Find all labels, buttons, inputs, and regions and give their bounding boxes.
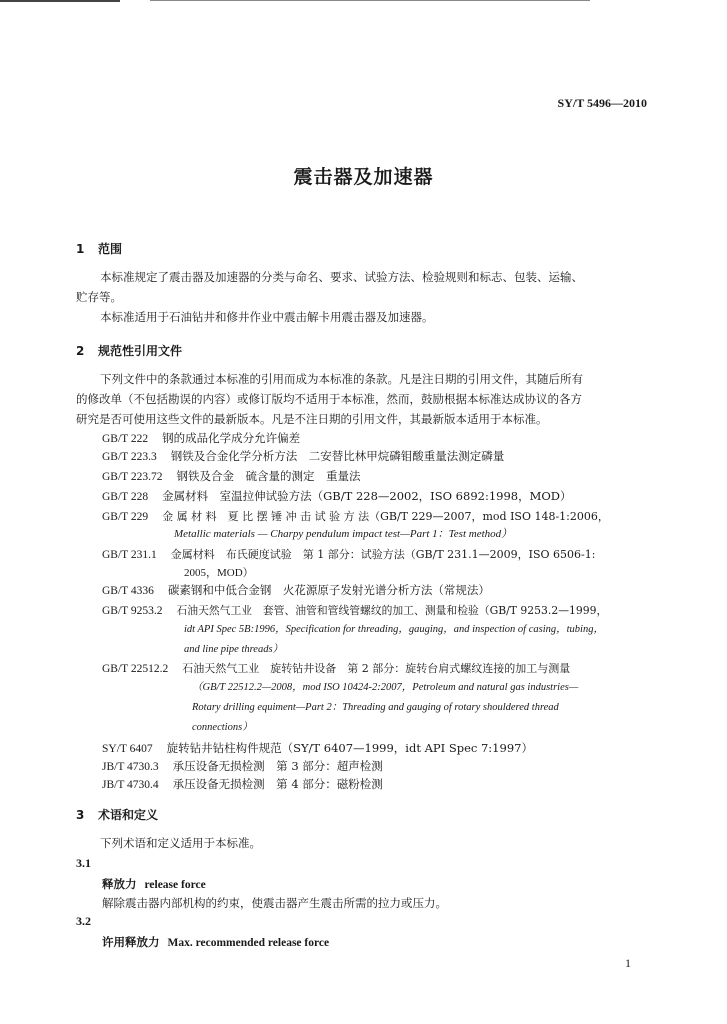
reference-code: GB/T 228 xyxy=(102,491,149,503)
reference-continuation: 2005，MOD） xyxy=(184,567,254,579)
reference-code: GB/T 22512.2 xyxy=(102,663,169,675)
paragraph-line: 的修改单（不包括勘误的内容）或修订版均不适用于本标准，然而，鼓励根据本标准达成协议的各方 xyxy=(76,392,582,406)
reference-title: 金属材料 布氏硬度试验 第 1 部分：试验方法（GB/T 231.1—2009，ISO 6506-1: xyxy=(170,548,596,561)
reference-title: 石油天然气工业 套管、油管和管线管螺纹的加工、测量和检验（GB/T 9253.2—1999， xyxy=(176,604,608,617)
term-en: Max. recommended release force xyxy=(167,937,330,949)
term-zh: 许用释放力 xyxy=(102,935,160,949)
scan-mark-top xyxy=(0,0,120,2)
paragraph-line: 下列文件中的条款通过本标准的引用而成为本标准的条款。凡是注日期的引用文件，其随后所有 xyxy=(100,372,583,386)
section-title: 规范性引用文件 xyxy=(98,344,183,358)
reference-title: 碳素钢和中低合金钢 火花源原子发射光谱分析方法（常规法） xyxy=(167,583,490,597)
term-heading xyxy=(102,934,329,950)
reference-title: 钢铁及合金化学分析方法 二安替比林甲烷磷钼酸重量法测定磷量 xyxy=(170,449,505,463)
reference-continuation: Metallic materials — Charpy pendulum impact test—Part 1：Test method） xyxy=(174,528,513,540)
paragraph-line: 研究是否可使用这些文件的最新版本。凡是不注日期的引用文件，其最新版本适用于本标准。 xyxy=(76,412,548,426)
document-title: 震击器及加速器 xyxy=(293,166,434,188)
reference-continuation: Rotary drilling equiment—Part 2：Threading and gauging of rotary shouldered thread xyxy=(192,702,559,713)
reference-title: 旋转钻井钻柱构件规范（SY/T 6407—1999，idt API Spec 7:1997） xyxy=(166,741,533,755)
reference-code: GB/T 222 xyxy=(102,433,149,445)
term-number: 3.1 xyxy=(76,856,91,870)
reference-title: 金 属 材 料 夏 比 摆 锤 冲 击 试 验 方 法（GB/T 229—2007，mod ISO 148-1:2006， xyxy=(162,510,609,523)
paragraph: 本标准适用于石油钻井和修井作业中震击解卡用震击器及加速器。 xyxy=(100,310,434,324)
reference-item xyxy=(102,580,490,601)
paragraph-line: 贮存等。 xyxy=(76,290,122,304)
reference-code: GB/T 223.72 xyxy=(102,471,163,483)
reference-item xyxy=(102,544,595,565)
reference-code: GB/T 231.1 xyxy=(102,549,157,561)
term-heading xyxy=(102,876,206,892)
reference-code: GB/T 4336 xyxy=(102,585,154,597)
paragraph: 下列术语和定义适用于本标准。 xyxy=(100,836,261,850)
reference-continuation: （GB/T 22512.2—2008，mod ISO 10424-2:2007，Petroleum and natural gas industries— xyxy=(192,682,579,693)
reference-item xyxy=(102,466,361,487)
paragraph-line: 本标准规定了震击器及加速器的分类与命名、要求、试验方法、检验规则和标志、包装、运输、 xyxy=(100,270,583,284)
reference-item xyxy=(102,658,570,679)
scan-mark-top-right xyxy=(150,0,590,1)
reference-continuation: connections） xyxy=(192,722,253,733)
reference-item xyxy=(102,446,504,467)
reference-title: 钢铁及合金 硫含量的测定 重量法 xyxy=(176,469,361,483)
page-number: 1 xyxy=(625,956,631,970)
section-number: 3 xyxy=(76,808,85,822)
section-title: 术语和定义 xyxy=(98,808,159,822)
section-2-heading xyxy=(76,342,182,359)
reference-continuation: and line pipe threads） xyxy=(184,644,284,655)
reference-code: GB/T 9253.2 xyxy=(102,605,163,617)
reference-item xyxy=(102,774,383,795)
term-number: 3.2 xyxy=(76,914,91,928)
term-definition: 解除震击器内部机构的约束，使震击器产生震击所需的拉力或压力。 xyxy=(102,896,447,910)
reference-code: JB/T 4730.4 xyxy=(102,779,159,791)
section-number: 2 xyxy=(76,344,85,358)
reference-code: SY/T 6407 xyxy=(102,743,153,755)
term-en: release force xyxy=(144,879,206,891)
reference-title: 钢的成品化学成分允许偏差 xyxy=(162,431,301,445)
reference-item xyxy=(102,486,572,507)
term-zh: 释放力 xyxy=(102,877,137,891)
reference-title: 承压设备无损检测 第 4 部分：磁粉检测 xyxy=(172,777,383,791)
section-3-heading xyxy=(76,806,158,823)
reference-code: GB/T 229 xyxy=(102,511,149,523)
section-1-heading xyxy=(76,240,122,257)
reference-title: 金属材料 室温拉伸试验方法（GB/T 228—2002，ISO 6892:1998，MOD） xyxy=(162,489,572,503)
reference-title: 石油天然气工业 旋转钻井设备 第 2 部分：旋转台肩式螺纹连接的加工与测量 xyxy=(182,662,571,675)
reference-title: 承压设备无损检测 第 3 部分：超声检测 xyxy=(172,759,383,773)
section-number: 1 xyxy=(76,242,85,256)
reference-code: GB/T 223.3 xyxy=(102,451,157,463)
reference-continuation: idt API Spec 5B:1996，Specification for threading，gauging，and inspection of casing，tubing， xyxy=(184,624,604,635)
reference-code: JB/T 4730.3 xyxy=(102,761,159,773)
standard-code: SY/T 5496—2010 xyxy=(557,96,647,110)
section-title: 范围 xyxy=(98,242,123,256)
reference-item xyxy=(102,506,609,527)
reference-item xyxy=(102,600,607,621)
